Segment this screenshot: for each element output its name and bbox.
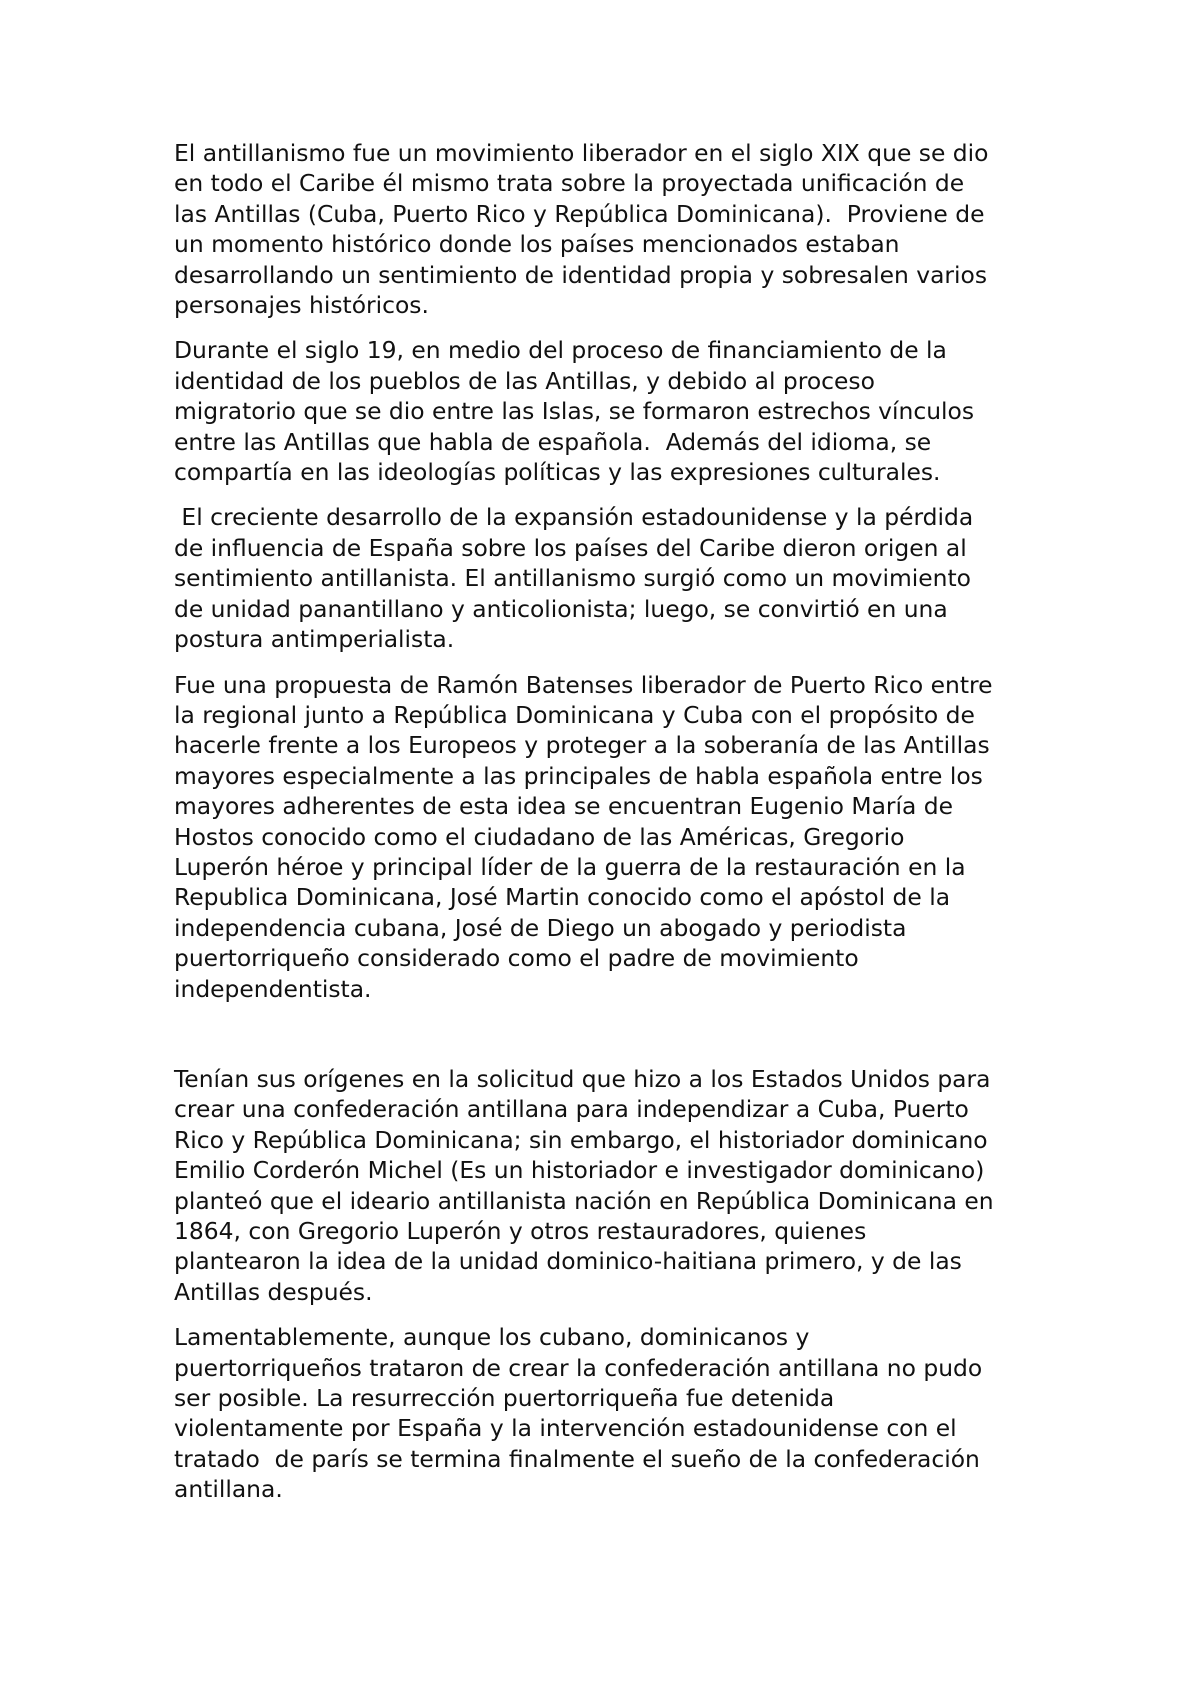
document-body [174, 138, 1054, 1505]
paragraph-6: Lamentablemente, aunque los cubano, dominicanos y puertorriqueños trataron de crear la confederación antillana no pudo ser posible. La resurrección puertorriqueña fue detenida violentamente por España y la intervención estadounidense con el tratado de parís se termina finalmente el sueño de la confederación antillana. [174, 1323, 983, 1504]
paragraph-5: Tenían sus orígenes en la solicitud que hizo a los Estados Unidos para crear una confederación antillana para independizar a Cuba, Puerto Rico y República Dominicana; sin embargo, el historiador dominicano Emilio Corderón Michel (Es un historiador e investigador dominicano) planteó que el ideario antillanista nación en República Dominicana en 1864, con Gregorio Luperón y otros restauradores, quienes plantearon la idea de la unidad dominico-haitiana primero, y de las Antillas después. [174, 1064, 994, 1306]
paragraph-spacer [174, 1307, 1054, 1322]
paragraph-4: Fue una propuesta de Ramón Batenses liberador de Puerto Rico entre la regional junto a República Dominicana y Cuba con el propósito de hacerle frente a los Europeos y proteger a la soberanía de las Antillas mayores especialmente a las principales de habla española entre los mayores adherentes de esta idea se encuentran Eugenio María de Hostos conocido como el ciudadano de las Américas, Gregorio Luperón héroe y principal líder de la guerra de la restauración en la Republica Dominicana, José Martin conocido como el apóstol de la independencia cubana, José de Diego un abogado y periodista puertorriqueño considerado como el padre de movimiento independentista. [174, 670, 993, 1003]
paragraph-1: El antillanismo fue un movimiento liberador en el siglo XIX que se dio en todo el Caribe él mismo trata sobre la proyectada unificación de las Antillas (Cuba, Puerto Rico y República Dominicana). Proviene de un momento histórico donde los países mencionados estaban desarrollando un sentimiento de identidad propia y sobresalen varios personajes históricos. [174, 139, 989, 320]
paragraph-2: Durante el siglo 19, en medio del proceso de financiamiento de la identidad de los pueblos de las Antillas, y debido al proceso migratorio que se dio entre las Islas, se formaron estrechos vínculos entre las Antillas que habla de española. Además del idioma, se compartía en las ideologías políticas y las expresiones culturales. [174, 336, 975, 487]
paragraph-spacer-large [174, 1004, 1054, 1064]
paragraph-spacer [174, 487, 1054, 502]
paragraph-spacer [174, 655, 1054, 670]
paragraph-3: El creciente desarrollo de la expansión estadounidense y la pérdida de influencia de España sobre los países del Caribe dieron origen al sentimiento antillanista. El antillanismo surgió como un movimiento de unidad panantillano y anticolionista; luego, se convirtió en una postura antimperialista. [174, 503, 974, 654]
paragraph-spacer [174, 320, 1054, 335]
